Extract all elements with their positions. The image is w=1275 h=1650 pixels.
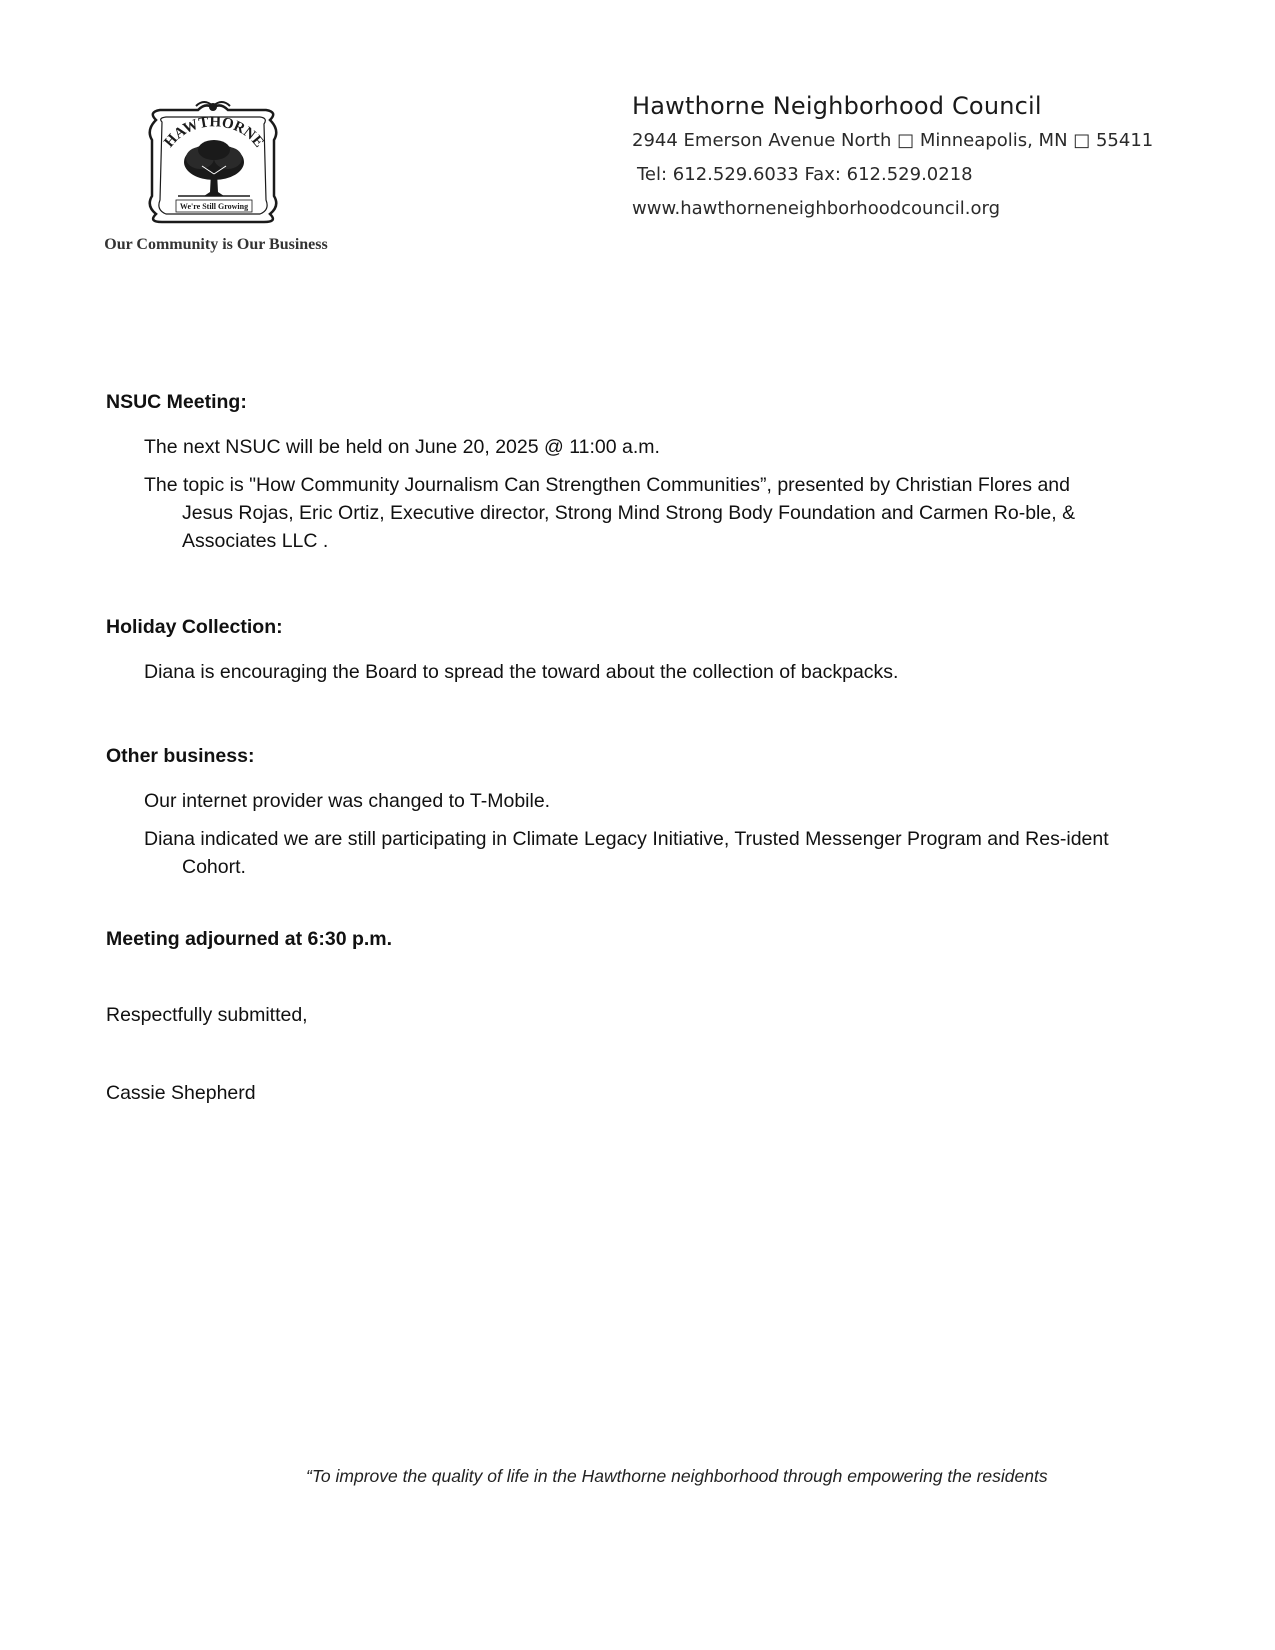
paragraph: Diana indicated we are still participating in Climate Legacy Initiative, Trusted Messenger Program and Res-ident Cohort. [144, 828, 1109, 878]
org-website: www.hawthorneneighborhoodcouncil.org [632, 198, 1001, 219]
paragraph: The next NSUC will be held on June 20, 2025 @ 11:00 a.m. [144, 436, 660, 458]
section-nsuc-meeting [106, 388, 1126, 555]
logo-banner-text: We're Still Growing [179, 202, 249, 211]
logo [96, 100, 336, 260]
section-heading: Holiday Collection: [106, 616, 283, 638]
paragraph: The topic is "How Community Journalism Can Strengthen Communities”, presented by Christian Flores and Jesus Rojas, Eric Ortiz, Executive director, Strong Mind Strong Body Foundation and Carmen Ro-ble, & Associates LLC . [144, 474, 1076, 552]
logo-slogan: Our Community is Our Business [104, 236, 328, 253]
minutes-body [106, 388, 1126, 1107]
org-phone-fax: Tel: 612.529.6033 Fax: 612.529.0218 [637, 164, 973, 185]
meeting-adjourned: Meeting adjourned at 6:30 p.m. [106, 928, 393, 950]
section-other-business [106, 742, 1126, 881]
paragraph: Our internet provider was changed to T-Mobile. [144, 790, 551, 812]
section-holiday-collection [106, 613, 1126, 686]
logo-arc-text: HAWTHORNE [161, 114, 267, 151]
section-heading: NSUC Meeting: [106, 391, 247, 413]
section-heading: Other business: [106, 745, 255, 767]
footer-motto: “To improve the quality of life in the Hawthorne neighborhood through empowering the residents [306, 1466, 1048, 1486]
closing-line: Respectfully submitted, [106, 1004, 308, 1026]
org-address: 2944 Emerson Avenue North □ Minneapolis, MN □ 55411 [632, 130, 1154, 151]
org-name: Hawthorne Neighborhood Council [632, 92, 1042, 120]
signer-name: Cassie Shepherd [106, 1082, 256, 1104]
hawthorne-logo-icon [138, 100, 288, 230]
letterhead-contact [632, 92, 1252, 232]
paragraph: Diana is encouraging the Board to spread the toward about the collection of backpacks. [144, 661, 899, 683]
